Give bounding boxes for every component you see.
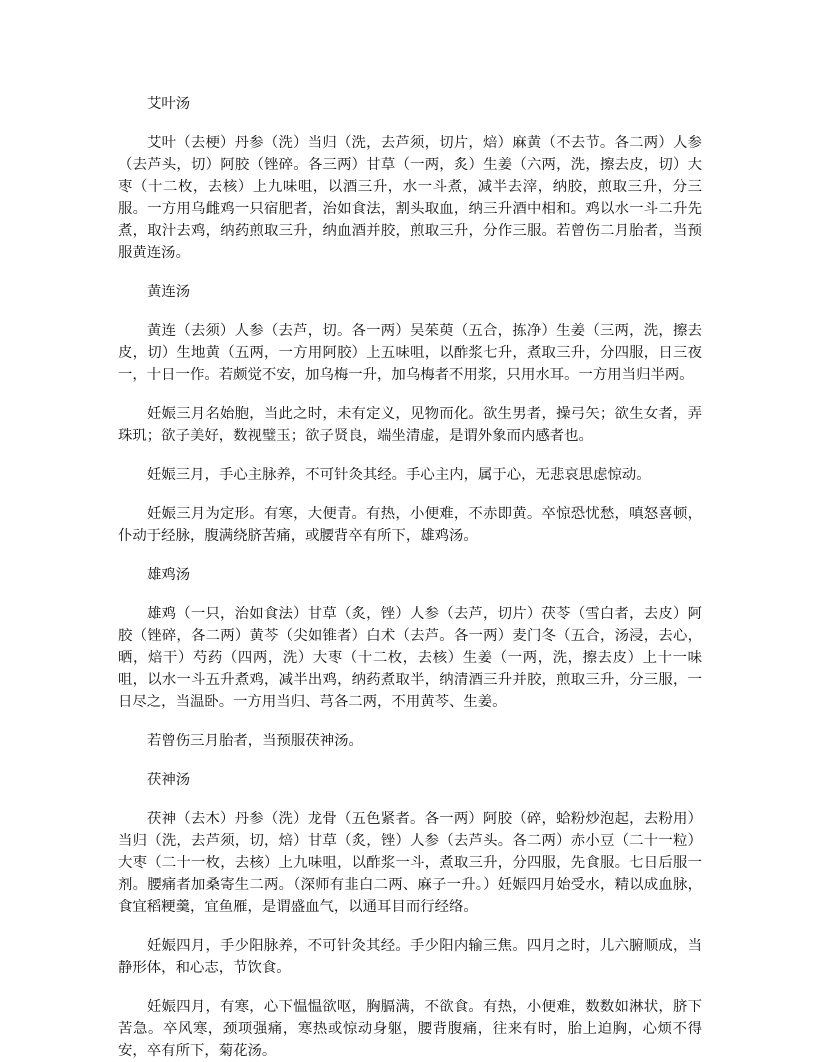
paragraph-third-month-prevention: 若曾伤三月胎者，当预服茯神汤。: [147, 733, 363, 749]
paragraph-xiongji-recipe: 雄鸡（一只，治如食法）甘草（炙，锉）人参（去芦，切片）茯苓（雪白者，去皮）阿胶（锉碎，各二两）黄芩（尖如锥者）白术（去芦。各一两）麦门冬（五合，汤浸，去心，晒，焙干）芍药（四两，洗）大枣（十二枚，去核）生姜（一两，洗，擦去皮）上十一味咀，以水一斗五升煮鸡，减半出鸡，纳药煮取半，纳清酒三升并胶，煎取三升，分三服，一日尽之，当温卧。一方用当归、芎各二两，不用黄芩、生姜。: [118, 606, 702, 710]
section-heading-huanglian-tang: 黄连汤: [147, 284, 191, 300]
paragraph-huanglian-recipe: 黄连（去须）人参（去芦，切。各一两）吴茱萸（五合，拣净）生姜（三两，洗，擦去皮，切）生地黄（五两，一方用阿胶）上五味咀，以酢浆七升，煮取三升，分四服，日三夜一，十日一作。若颇觉不安，加乌梅一升，加乌梅者不用浆，只用水耳。一方用当归半两。: [118, 323, 702, 383]
paragraph-fourth-month-shaoyang: 妊娠四月，手少阳脉养，不可针灸其经。手少阳内输三焦。四月之时，儿六腑顺成，当静形体，和心志，节饮食。: [118, 938, 702, 976]
paragraph-aiye-recipe: 艾叶（去梗）丹参（洗）当归（洗，去芦须，切片，焙）麻黄（不去节。各二两）人参（去芦头，切）阿胶（锉碎。各三两）甘草（一两，炙）生姜（六两，洗，擦去皮，切）大枣（十二枚，去核）上九味咀，以酒三升，水一斗煮，减半去滓，纳胶，煎取三升，分三服。一方用乌雌鸡一只宿肥者，治如食法，割头取血，纳三升酒中相和。鸡以水一斗二升先煮，取汁去鸡，纳药煎取三升，纳血酒并胶，煎取三升，分作三服。若曾伤二月胎者，当预服黄连汤。: [118, 135, 702, 261]
paragraph-third-month-shouxinzhu: 妊娠三月，手心主脉养，不可针灸其经。手心主内，属于心，无悲哀思虑惊动。: [147, 467, 651, 483]
paragraph-third-month-dingxing: 妊娠三月为定形。有寒，大便青。有热，小便难，不赤即黄。卒惊恐忧愁，嗔怒喜顿，仆动于经脉，腹满绕脐苦痛，或腰背卒有所下，雄鸡汤。: [118, 506, 702, 544]
section-heading-xiongji-tang: 雄鸡汤: [147, 567, 191, 583]
paragraph-fushen-recipe: 茯神（去木）丹参（洗）龙骨（五色紧者。各一两）阿胶（碎，蛤粉炒泡起，去粉用）当归（洗，去芦须，切，焙）甘草（炙，锉）人参（去芦头。各二两）赤小豆（二十一粒）大枣（二十一枚，去核）上九味咀，以酢浆一斗，煮取三升，分四服，先食服。七日后服一剂。腰痛者加桑寄生二两。（深师有韭白二两、麻子一升。）妊娠四月始受水，精以成血脉，食宜稻粳羹，宜鱼雁，是谓盛血气，以通耳目而行经络。: [118, 811, 702, 915]
paragraph-fourth-month-symptoms: 妊娠四月，有寒，心下愠愠欲呕，胸膈满，不欲食。有热，小便难，数数如淋状，脐下苦急。卒风寒，颈项强痛，寒热或惊动身躯，腰背腹痛，往来有时，胎上迫胸，心烦不得安，卒有所下，菊花汤。: [118, 999, 702, 1059]
section-heading-aiye-tang: 艾叶汤: [147, 96, 191, 112]
paragraph-third-month-shitai: 妊娠三月名始胞，当此之时，未有定义，见物而化。欲生男者，操弓矢；欲生女者，弄珠玑；欲子美好，数视璧玉；欲子贤良，端坐清虚，是谓外象而内感者也。: [118, 406, 702, 444]
section-heading-fushen-tang: 茯神汤: [147, 772, 191, 788]
document-body: [118, 93, 702, 1062]
